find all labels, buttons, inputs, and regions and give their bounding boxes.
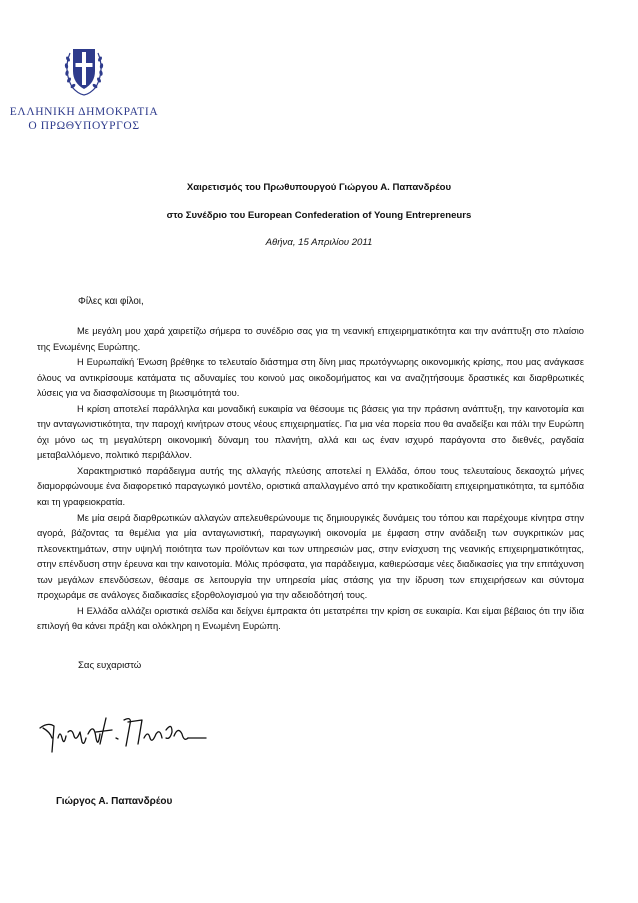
paragraph: Η κρίση αποτελεί παράλληλα και μοναδική ευκαιρία να θέσουμε τις βάσεις για την πράσινη ανάπτυξη, την καινοτομία και την ανταγωνιστικότητα, την παροχή κινήτρων στους νέους επιχειρηματίες. Για μια νέα πορεία που θα αναδείξει και πάλι την Ευρώπη όχι μόνο ως τη μεγαλύτερη οικονομική δύναμη του πλανήτη, αλλά και ως έναν ισχυρό παράγοντα στο διεθνές, ραγδαία μεταβαλλόμενο, πολιτικό περιβάλλον. <box>37 403 584 461</box>
letter-body <box>37 324 584 635</box>
issuer-heading <box>0 105 168 133</box>
closing: Σας ευχαριστώ <box>78 660 142 671</box>
paragraph: Χαρακτηριστικό παράδειγμα αυτής της αλλαγής πλεύσης αποτελεί η Ελλάδα, όπου τους τελευταίους δεκαοχτώ μήνες διαμορφώνουμε ένα διαφορετικό παραγωγικό μοντέλο, οριστικά απαλλαγμένο από την κρατικοδίαιτη επιχειρηματικότητα, τα εμπόδια και τη γραφειοκρατία. <box>37 465 584 508</box>
org-name: ΕΛΛΗΝΙΚΗ ΔΗΜΟΚΡΑΤΙΑ <box>9 106 159 118</box>
document-date: Αθήνα, 15 Απριλίου 2011 <box>265 237 373 248</box>
document-subtitle: στο Συνέδριο του European Confederation of Young Entrepreneurs <box>166 210 472 221</box>
paragraph: Η Ευρωπαϊκή Ένωση βρέθηκε το τελευταίο διάστημα στη δίνη μιας πρωτόγνωρης οικονομικής κρίσης, που μας ανάγκασε όλους να αντικρίσουμε κατάματα τις αδυναμίες του κοινού μας οικοδομήματος και να αναζητήσουμε δραστικές και διαρθρωτικές λύσεις για να διασφαλίσουμε τη βιωσιμότητά του. <box>37 357 584 399</box>
document-title: Χαιρετισμός του Πρωθυπουργού Γιώργου Α. Παπανδρέου <box>186 182 452 193</box>
org-office: Ο ΠΡΩΘΥΠΟΥΡΓΟΣ <box>28 120 140 132</box>
greeting: Φίλες και φίλοι, <box>78 296 144 307</box>
greek-cross-shield-icon <box>60 43 108 98</box>
paragraph: Η Ελλάδα αλλάζει οριστικά σελίδα και δείχνει έμπρακτα ότι μετατρέπει την κρίση σε ευκαιρία. Και είμαι βέβαιος ότι την ίδια επιλογή θα κάνει πράξη και ολόκληρη η Ενωμένη Ευρώπη. <box>37 605 584 632</box>
handwritten-signature <box>38 708 208 760</box>
paragraph: Με μία σειρά διαρθρωτικών αλλαγών απελευθερώνουμε τις δημιουργικές δυνάμεις του τόπου και παρέχουμε κίνητρα στην αγορά, βάζοντας τα θεμέλια για μία ανταγωνιστική, παραγωγική οικονομία με έμφαση στην ανάδειξη των συγκριτικών μας πλεονεκτημάτων, στην υψηλή ποιότητα των προϊόντων και των υπηρεσιών μας, στην ενίσχυση της νεανικής επιχειρηματικότητας, στην επένδυση στην έρευνα και την καινοτομία. Μόλις πρόσφατα, για παράδειγμα, καθιερώσαμε νέες διαδικασίες για την επιτάχυνση των μεγάλων επενδύσεων, θέσαμε σε λειτουργία την υπηρεσία μίας στάσης για την ίδρυση των επιχειρήσεων και σύντομα προχωράμε σε ανάλογες διαδικασίες εξορθολογισμού για την αδειοδότησή τους. <box>37 512 584 601</box>
paragraph: Με μεγάλη μου χαρά χαιρετίζω σήμερα το συνέδριο σας για τη νεανική επιχειρηματικότητα και την ανάπτυξη στο πλαίσιο της Ενωμένης Ευρώπης. <box>37 326 584 352</box>
signatory-name: Γιώργος Α. Παπανδρέου <box>56 796 173 807</box>
